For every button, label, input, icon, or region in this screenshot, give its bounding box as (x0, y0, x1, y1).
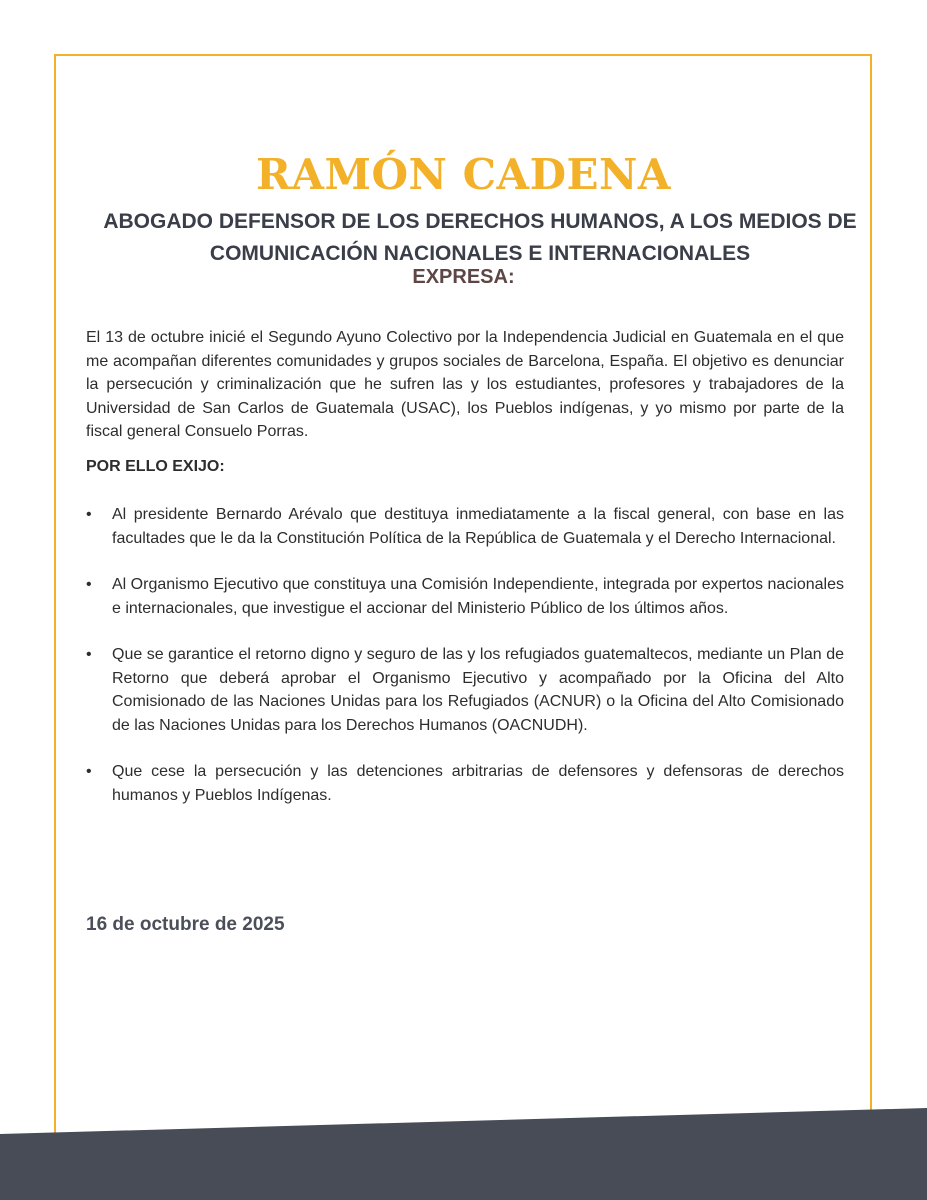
demands-list (86, 503, 844, 830)
document-date: 16 de octubre de 2025 (86, 914, 285, 935)
demand-item (86, 643, 844, 737)
bullet-icon: • (86, 763, 92, 780)
intro-paragraph: El 13 de octubre inicié el Segundo Ayuno Colectivo por la Independencia Judicial en Guatemala en el que me acompañan diferentes comunidades y grupos sociales de Barcelona, España. El objetivo es denunciar la persecución y criminalización que he sufren las y los estudiantes, profesores y trabajadores de la Universidad de San Carlos de Guatemala (USAC), los Pueblos indígenas, y yo mismo por parte de la fiscal general Consuelo Porras. (86, 329, 844, 440)
expresa-heading: EXPRESA: (412, 266, 515, 288)
demand-text: Que cese la persecución y las detenciones arbitrarias de defensores y defensoras de derechos humanos y Pueblos Indígenas. (112, 763, 844, 804)
page-subtitle: ABOGADO DEFENSOR DE LOS DERECHOS HUMANOS, A LOS MEDIOS DE COMUNICACIÓN NACIONALES E INTERNACIONALES (103, 210, 857, 265)
bullet-icon: • (86, 506, 92, 523)
demand-item (86, 760, 844, 807)
demand-text: Al presidente Bernardo Arévalo que destituya inmediatamente a la fiscal general, con base en las facultades que le da la Constitución Política de la República de Guatemala y el Derecho Internacional. (112, 506, 844, 547)
demand-text: Al Organismo Ejecutivo que constituya una Comisión Independiente, integrada por expertos nacionales e internacionales, que investigue el accionar del Ministerio Público de los últimos años. (112, 576, 844, 617)
bullet-icon: • (86, 646, 92, 663)
demand-text: Que se garantice el retorno digno y seguro de las y los refugiados guatemaltecos, mediante un Plan de Retorno que deberá aprobar el Organismo Ejecutivo y acompañado por la Oficina del Alto Comisionado de las Naciones Unidas para los Refugiados (ACNUR) o la Oficina del Alto Comisionado de las Naciones Unidas para los Derechos Humanos (OACNUDH). (112, 646, 844, 734)
demands-heading: POR ELLO EXIJO: (86, 458, 225, 475)
demand-item (86, 573, 844, 620)
bullet-icon: • (86, 576, 92, 593)
demand-item (86, 503, 844, 550)
page-title: RAMÓN CADENA (255, 150, 671, 199)
